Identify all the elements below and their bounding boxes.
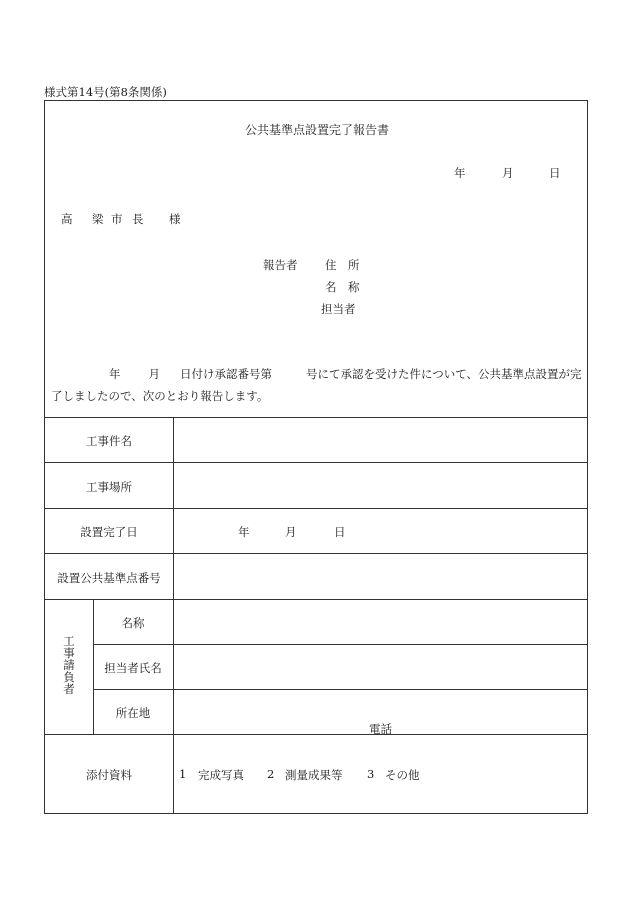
reporter-address-label: 住 所 [325,258,360,272]
contractor-address-label: 所在地 [115,706,151,720]
date-day: 日 [549,166,561,180]
completion-date-label: 設置完了日 [80,525,138,539]
contractor-person-label: 担当者氏名 [104,661,162,675]
completion-month: 月 [285,525,297,539]
attachment-survey: 測量成果等 [285,768,343,782]
divider [45,599,587,600]
addressee-char: 長 [132,212,144,226]
attachment-num: 3 [367,767,375,781]
divider [45,508,587,509]
report-statement [51,363,585,407]
form-title: 公共基準点設置完了報告書 [244,123,389,137]
statement-text2: 号にて承認を受けた件について、公共基準点設置が完了しましたので、次のとおり報告します。 [51,367,582,403]
statement-year: 年 [109,367,121,381]
divider [45,417,587,418]
report-form [44,100,588,814]
divider [45,462,587,463]
attachment-num: 1 [179,767,187,781]
phone-label: 電話 [369,722,392,736]
contractor-name-label: 名称 [121,616,145,630]
divider [93,689,587,690]
addressee-char: 市 [111,212,123,226]
reporter-name-label: 名 称 [325,280,360,294]
divider [45,734,587,735]
date-year: 年 [454,166,466,180]
completion-year: 年 [238,525,250,539]
statement-month: 月 [148,367,160,381]
reporter-label: 報告者 [263,258,298,272]
column-divider [173,417,174,813]
divider [93,644,587,645]
addressee-char: 梁 [92,212,104,226]
divider [45,553,587,554]
attachments-label: 添付資料 [86,768,132,782]
work-place-label: 工事場所 [86,480,132,494]
attachment-photos: 完成写真 [198,768,244,782]
completion-day: 日 [334,525,346,539]
addressee-suffix: 様 [169,212,181,226]
point-number-label: 設置公共基準点番号 [57,571,161,585]
work-name-label: 工事件名 [86,434,132,448]
reporter-contact-label: 担当者 [321,302,356,316]
attachment-other: その他 [385,768,420,782]
date-month: 月 [502,166,514,180]
addressee-char: 高 [61,212,73,226]
attachment-num: 2 [267,767,275,781]
form-number: 様式第14号(第8条関係) [44,85,167,99]
contractor-label: 工 事 請 負 者 [63,634,75,696]
statement-text1: 日付け承認番号第 [180,367,272,381]
